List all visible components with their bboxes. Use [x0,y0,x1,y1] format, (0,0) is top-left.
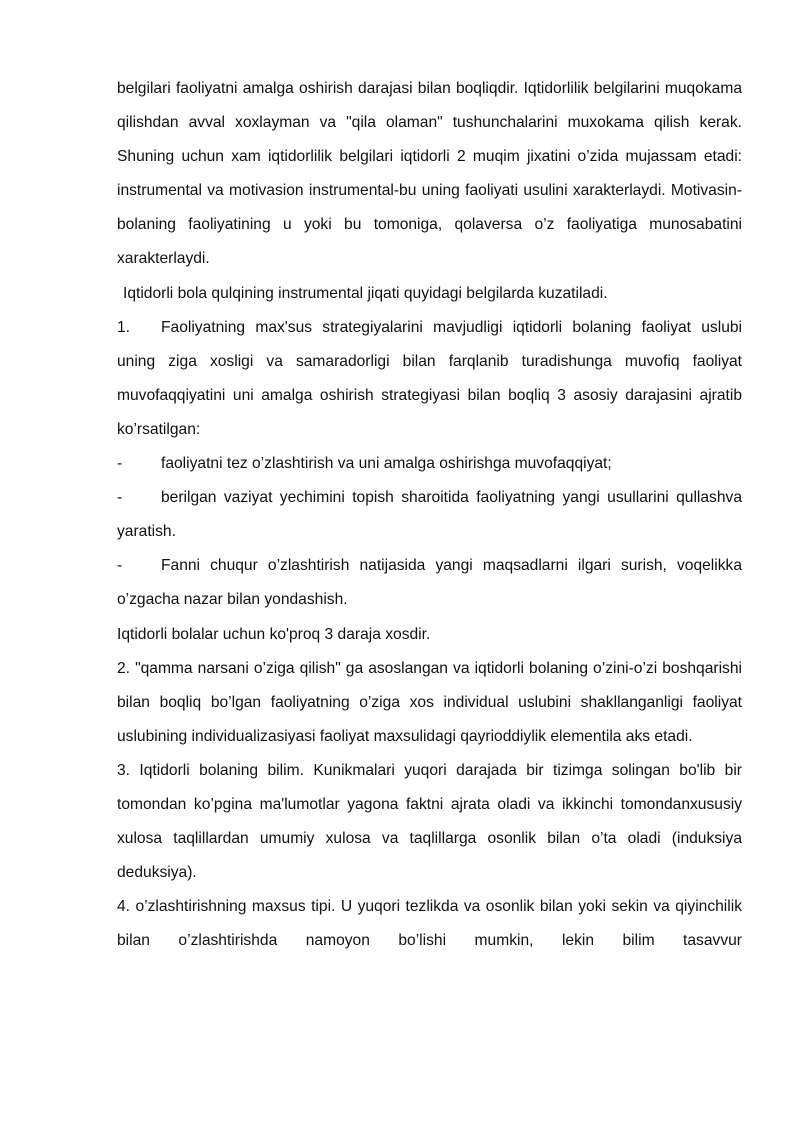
item-text: Faoliyatning max'sus strategiyalarini mavjudligi iqtidorli bolaning faoliyat uslubi uning ziga xosligi va samaradorligi bilan farqlanib turadishunga muvofiq faoliyat muvofaqqiyatini uni amalga oshirish strategiyasi bilan boqliq 3 asosiy darajasini ajratib ko’rsatilgan: [117,318,742,438]
paragraph-instrumental-heading: Iqtidorli bola qulqining instrumental jiqati quyidagi belgilarda kuzatiladi. [123,284,608,302]
dash-marker: - [117,489,123,507]
paragraph-point-3: 3. Iqtidorli bolaning bilim. Kunikmalari yuqori darajada bir tizimga solingan bo'lib bir tomondan ko’pgina ma'lumotlar yagona faktni ajrata oladi va ikkinchi tomondanxususiy xulosa taqlillardan umumiy xulosa va taqlillarga osonlik bilan o’ta oladi (induksiya deduksiya). [117,761,742,882]
dash-item-text: faoliyatni tez o’zlashtirish va uni amalga oshirishga muvofaqqiyat; [161,455,612,473]
document-page [117,72,742,958]
dash-item-3 [117,549,742,617]
numbered-item-1 [117,311,742,447]
paragraph-intro: belgilari faoliyatni amalga oshirish darajasi bilan boqliqdir. Iqtidorlilik belgilarini muqokama qilishdan avval xoxlayman va "qila olaman" tushunchalarini muxokama qilish kerak. Shuning uchun xam iqtidorlilik belgilari iqtidorli 2 muqim jixatini o’zida mujassam etadi: instrumental va motivasion instrumental-bu uning faoliyati usulini xarakterlaydi. Motivasin-bolaning faoliyatining u yoki bu tomoniga, qolaversa o’z faoliyatiga munosabatini xarakterlaydi. [117,80,742,268]
dash-item-text: berilgan vaziyat yechimini topish sharoitida faoliyatning yangi usullarini qullashva yaratish. [117,489,742,541]
dash-item-2 [117,481,742,549]
dash-marker: - [117,455,123,473]
item-number: 1. [117,318,131,336]
dash-item-text: Fanni chuqur o’zlashtirish natijasida yangi maqsadlarni ilgari surish, voqelikka o’zgacha nazar bilan yondashish. [117,557,742,609]
paragraph-point-2: 2. "qamma narsani o’ziga qilish" ga asoslangan va iqtidorli bolaning o’zini-o’zi boshqarishi bilan boqliq bo’lgan faoliyatning o’ziga xos individual uslubini shakllanganligi faoliyat uslubining individualizasiyasi faoliyat maxsulidagi qayrioddiylik elementila aks etadi. [117,659,742,745]
paragraph-level-note: Iqtidorli bolalar uchun ko'proq 3 daraja xosdir. [117,625,431,643]
dash-item-1 [117,447,742,481]
dash-marker: - [117,557,123,575]
paragraph-point-4: 4. o’zlashtirishning maxsus tipi. U yuqori tezlikda va osonlik bilan yoki sekin va qiyinchilik bilan o’zlashtirishda namoyon bo’lishi mumkin, lekin bilim tasavvur [117,898,742,950]
